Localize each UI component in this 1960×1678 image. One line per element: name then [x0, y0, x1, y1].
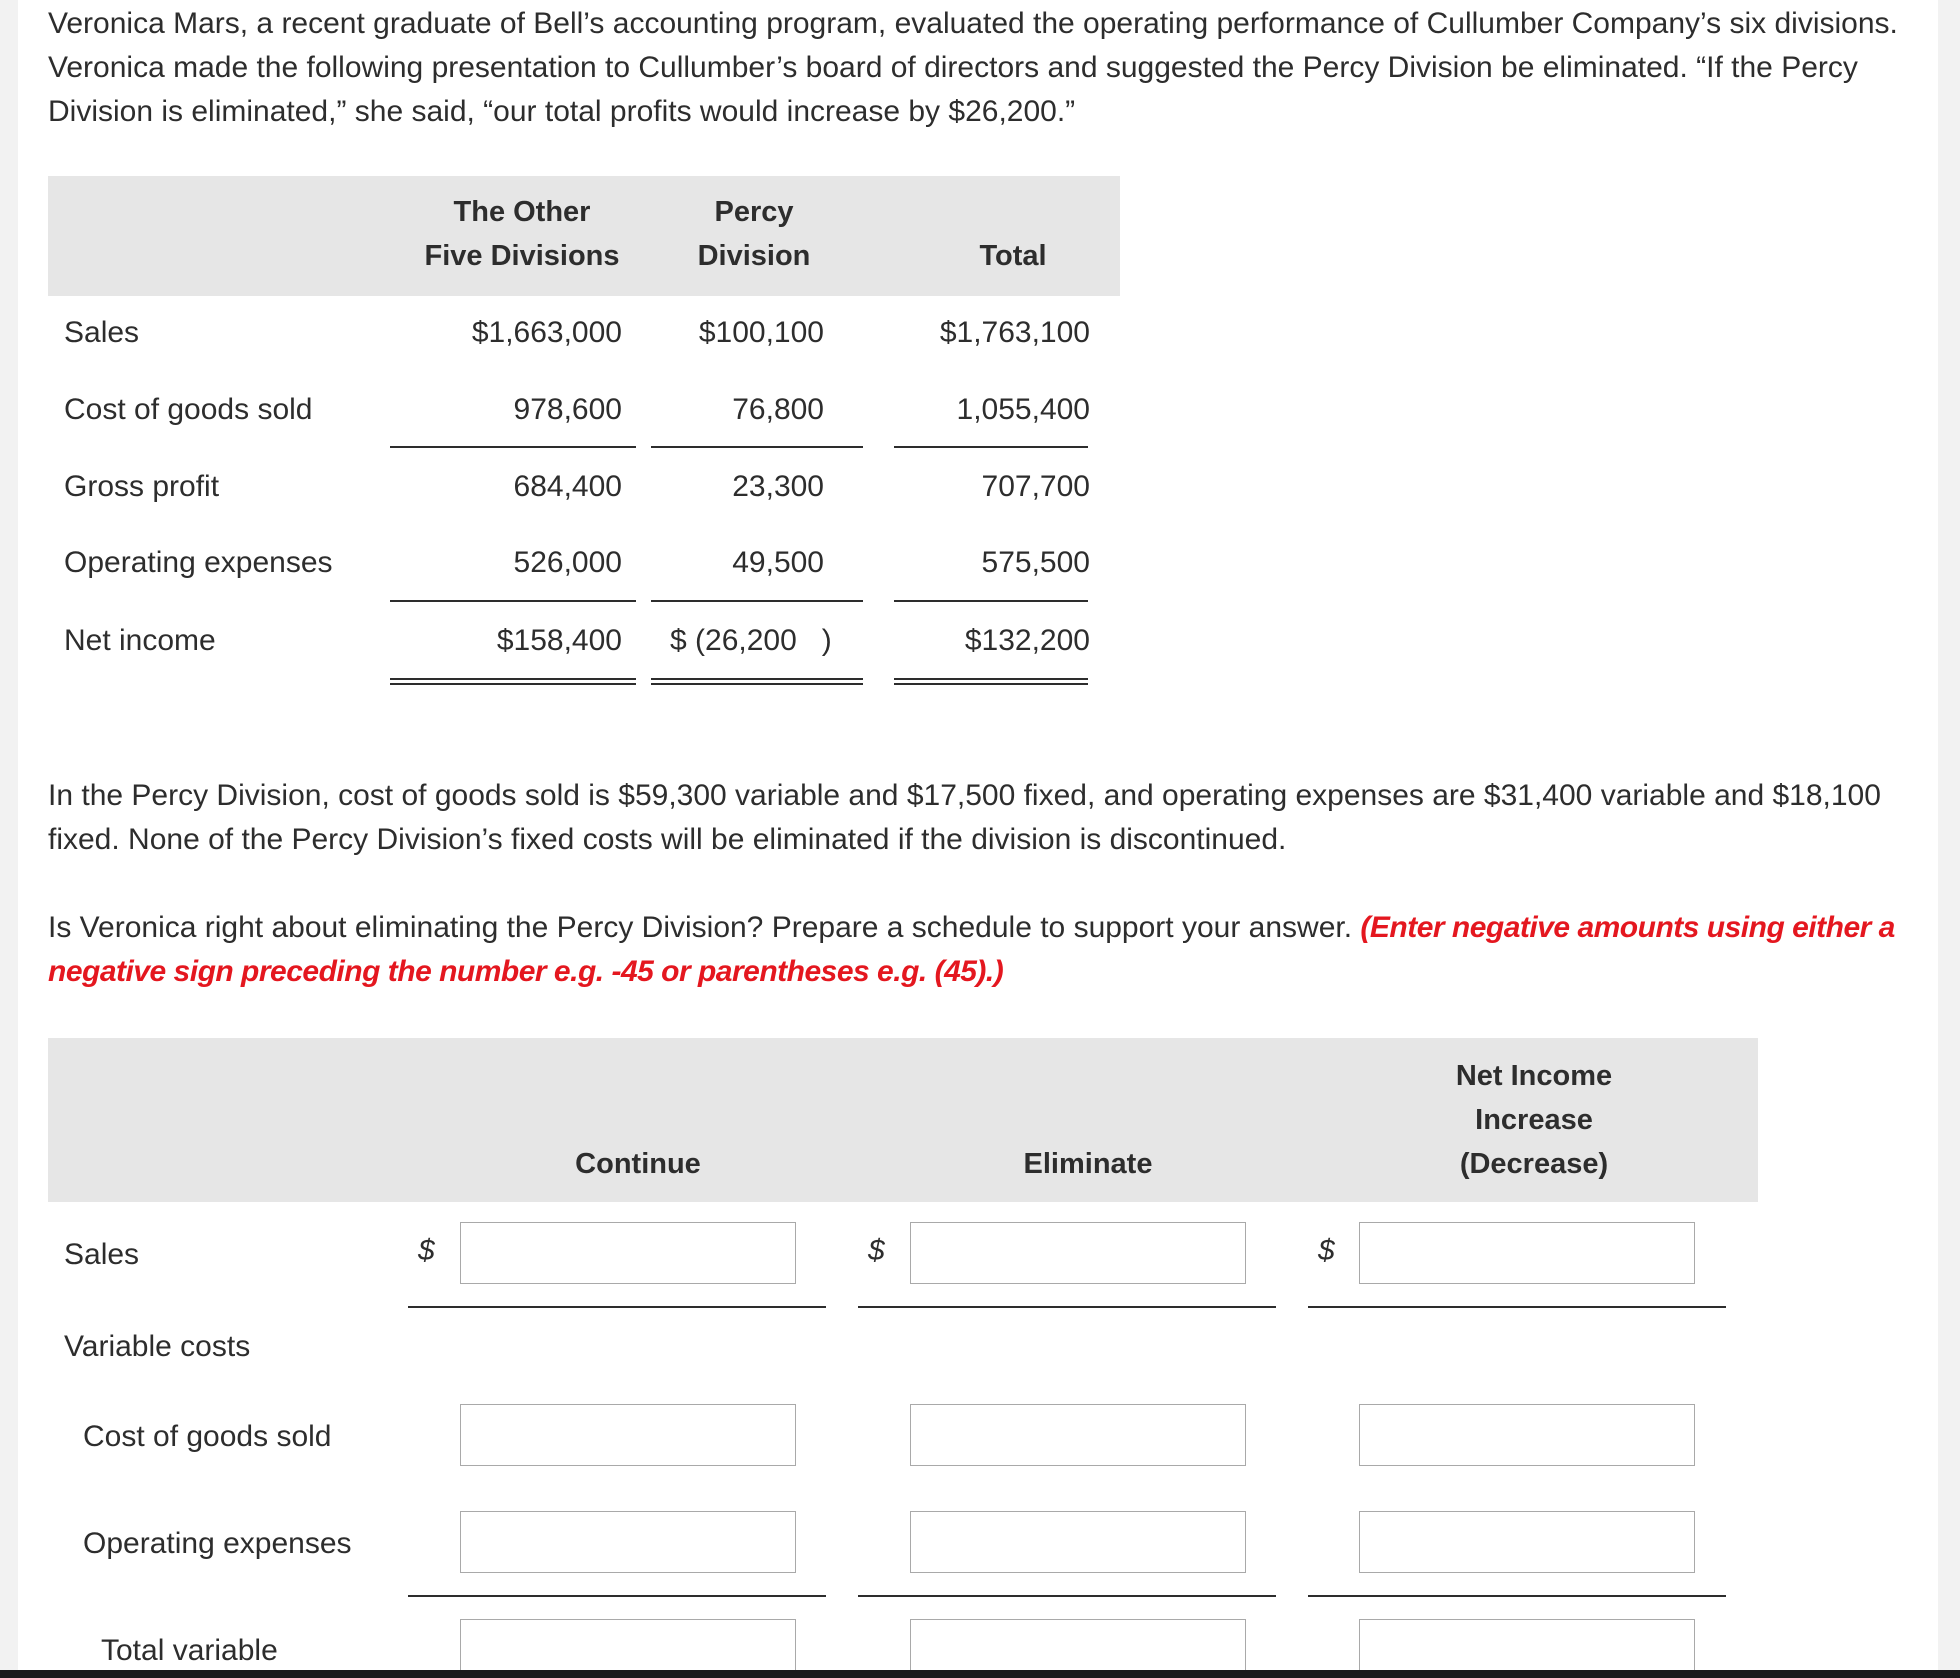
rule-percy-cogs [651, 446, 863, 448]
header-percy-division: Percy Division [697, 196, 811, 272]
cell-total-cogs: 1,055,400 [956, 393, 1090, 426]
cell-other-operating-expenses: 526,000 [513, 546, 622, 579]
cogs-continue-input[interactable] [460, 1404, 796, 1466]
cogs-net-change-input[interactable] [1359, 1404, 1695, 1466]
question-page [18, 0, 1938, 1670]
header-other-divisions: The Other Five Divisions [424, 196, 620, 272]
question-paragraph [48, 906, 1918, 994]
double-rule-total-net-income [894, 678, 1088, 685]
rule-opex-eliminate [858, 1595, 1276, 1597]
cogs-eliminate-input[interactable] [910, 1404, 1246, 1466]
rule-other-cogs [390, 446, 636, 448]
header-continue: Continue [575, 1148, 701, 1180]
sales-eliminate-input[interactable] [910, 1222, 1246, 1284]
row-label-net-income: Net income [64, 624, 216, 657]
intro-paragraph: Veronica Mars, a recent graduate of Bell’s accounting program, evaluated the operating performance of Cullumber Company’s six divisions. Veronica made the following presentation to Cullumber’s board of directors and suggested the Percy Division be eliminated. “If the Percy Division is eliminated,” she said, “our total profits would increase by $26,200.” [48, 7, 1898, 128]
opex-eliminate-input[interactable] [910, 1511, 1246, 1573]
header-net-income-change: Net Income Increase (Decrease) [1455, 1060, 1613, 1180]
sales-continue-input[interactable] [460, 1222, 796, 1284]
cell-percy-gross-profit: 23,300 [732, 470, 824, 503]
cell-percy-operating-expenses: 49,500 [732, 546, 824, 579]
cell-percy-sales: $100,100 [698, 316, 824, 349]
schedule-label-total-variable: Total variable [101, 1634, 278, 1667]
total-variable-net-change-input[interactable] [1359, 1619, 1695, 1670]
percy-cost-info-paragraph: In the Percy Division, cost of goods sold is $59,300 variable and $17,500 fixed, and operating expenses are $31,400 variable and $18,100 fixed. None of the Percy Division’s fixed costs will be eliminated if the division is discontinued. [48, 779, 1881, 856]
double-rule-other-net-income [390, 678, 636, 685]
total-variable-eliminate-input[interactable] [910, 1619, 1246, 1670]
rule-total-cogs [894, 446, 1088, 448]
rule-sales-continue [408, 1306, 826, 1308]
cell-other-net-income: $158,400 [496, 624, 622, 657]
rule-opex-net [1308, 1595, 1726, 1597]
row-label-operating-expenses: Operating expenses [64, 546, 333, 579]
opex-continue-input[interactable] [460, 1511, 796, 1573]
row-label-cogs: Cost of goods sold [64, 393, 313, 426]
question-text: Is Veronica right about eliminating the Percy Division? Prepare a schedule to support your answer. [48, 911, 1361, 944]
bottom-edge-bar [0, 1670, 1960, 1678]
rule-opex-continue [408, 1595, 826, 1597]
schedule-label-sales: Sales [64, 1238, 140, 1271]
header-total: Total [979, 240, 1047, 272]
rule-total-opex [894, 600, 1088, 602]
rule-percy-opex [651, 600, 863, 602]
currency-symbol: $ [868, 1234, 885, 1267]
cell-total-net-income: $132,200 [964, 624, 1090, 657]
rule-other-opex [390, 600, 636, 602]
cell-other-gross-profit: 684,400 [513, 470, 622, 503]
rule-sales-net [1308, 1306, 1726, 1308]
negative-amounts-instruction: (Enter negative amounts using either a negative sign preceding the number e.g. -45 or parentheses e.g. (45).) [48, 911, 1895, 988]
cell-other-cogs: 978,600 [513, 393, 622, 426]
cell-total-sales: $1,763,100 [939, 316, 1090, 349]
schedule-label-operating-expenses: Operating expenses [83, 1527, 352, 1560]
row-label-sales: Sales [64, 316, 140, 349]
currency-symbol: $ [418, 1234, 435, 1267]
header-eliminate: Eliminate [1023, 1148, 1153, 1180]
row-label-gross-profit: Gross profit [64, 470, 220, 503]
cell-percy-net-income: $ (26,200 ) [670, 624, 832, 657]
schedule-label-variable-costs: Variable costs [64, 1330, 251, 1363]
cell-percy-cogs: 76,800 [732, 393, 824, 426]
double-rule-percy-net-income [651, 678, 863, 685]
sales-net-change-input[interactable] [1359, 1222, 1695, 1284]
cell-other-sales: $1,663,000 [471, 316, 622, 349]
cell-total-gross-profit: 707,700 [981, 470, 1090, 503]
rule-sales-eliminate [858, 1306, 1276, 1308]
opex-net-change-input[interactable] [1359, 1511, 1695, 1573]
total-variable-continue-input[interactable] [460, 1619, 796, 1670]
currency-symbol: $ [1318, 1234, 1335, 1267]
cell-total-operating-expenses: 575,500 [981, 546, 1090, 579]
schedule-label-cogs: Cost of goods sold [83, 1420, 332, 1453]
